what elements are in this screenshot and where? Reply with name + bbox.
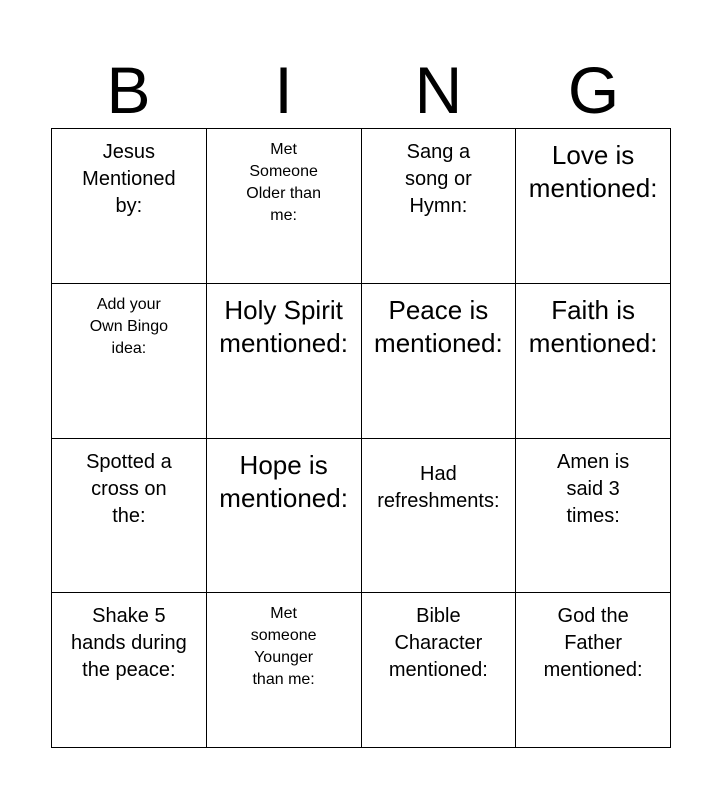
cell-text: Met someone Younger than me: <box>250 605 317 689</box>
bingo-cell[interactable] <box>516 284 671 439</box>
bingo-cell[interactable] <box>362 593 517 748</box>
cell-text: Met Someone Older than me: <box>246 141 321 224</box>
bingo-cell[interactable] <box>362 129 517 284</box>
bingo-cell[interactable] <box>52 284 207 439</box>
cell-text: Spotted a cross on the: <box>86 450 172 527</box>
bingo-cell[interactable] <box>52 439 207 594</box>
bingo-cell[interactable] <box>207 593 362 748</box>
cell-text: Faith is mentioned: <box>528 294 658 358</box>
bingo-card-grid <box>51 128 671 748</box>
bingo-cell[interactable] <box>362 284 517 439</box>
cell-text: Had refreshments: <box>377 462 500 512</box>
cell-text: Hope is mentioned: <box>219 449 348 513</box>
cell-text: Shake 5 hands during the peace: <box>71 605 187 682</box>
cell-text: Peace is mentioned: <box>374 294 503 358</box>
cell-text: Sang a song or Hymn: <box>405 141 472 217</box>
cell-text: Jesus Mentioned by: <box>82 141 176 217</box>
header-letter-g: G <box>567 53 620 127</box>
bingo-cell[interactable] <box>516 439 671 594</box>
cell-text: Amen is said 3 times: <box>557 450 630 527</box>
bingo-cell[interactable] <box>516 593 671 748</box>
bingo-header <box>51 52 671 128</box>
bingo-cell[interactable] <box>207 284 362 439</box>
cell-text: Add your Own Bingo idea: <box>89 295 168 357</box>
cell-text: God the Father mentioned: <box>543 605 643 682</box>
bingo-cell[interactable] <box>362 439 517 594</box>
cell-text: Holy Spirit mentioned: <box>219 294 348 358</box>
bingo-cell[interactable] <box>516 129 671 284</box>
bingo-cell[interactable] <box>52 129 207 284</box>
bingo-cell[interactable] <box>207 439 362 594</box>
header-letter-b: B <box>106 53 151 127</box>
header-letter-n: N <box>414 53 463 127</box>
cell-text: Bible Character mentioned: <box>388 605 488 682</box>
cell-text: Love is mentioned: <box>528 140 658 203</box>
bingo-cell[interactable] <box>52 593 207 748</box>
header-letter-i: I <box>274 53 293 127</box>
bingo-cell[interactable] <box>207 129 362 284</box>
